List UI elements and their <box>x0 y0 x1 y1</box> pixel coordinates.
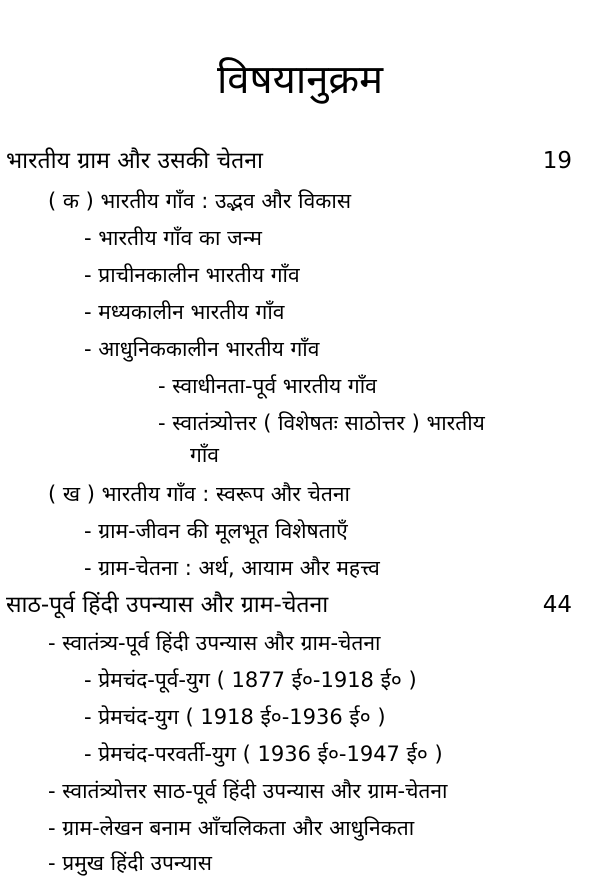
toc-entry: - ग्राम-जीवन की मूलभूत विशेषताएँ <box>84 519 348 543</box>
section-heading: ( क ) भारतीय गाँव : उद्भव और विकास <box>48 189 352 213</box>
chapter-page-number: 19 <box>542 148 572 174</box>
toc-entry: - ग्राम-लेखन बनाम आँचलिकता और आधुनिकता <box>48 816 415 840</box>
toc-entry: - प्रमुख हिंदी उपन्यास <box>48 851 212 875</box>
toc-subentry: - स्वातंत्र्योत्तर ( विशेषतः साठोत्तर ) भारतीय <box>158 411 485 435</box>
toc-entry: - आधुनिककालीन भारतीय गाँव <box>84 337 320 361</box>
section-heading: ( ख ) भारतीय गाँव : स्वरूप और चेतना <box>48 482 350 506</box>
toc-entry: - स्वातंत्र्य-पूर्व हिंदी उपन्यास और ग्राम-चेतना <box>48 631 381 655</box>
chapter-title: भारतीय ग्राम और उसकी चेतना <box>6 148 264 174</box>
toc-entry: - मध्यकालीन भारतीय गाँव <box>84 300 285 324</box>
toc-subentry-continued: गाँव <box>190 443 219 467</box>
toc-entry: - ग्राम-चेतना : अर्थ, आयाम और महत्त्व <box>84 556 380 580</box>
toc-subentry: - प्रेमचंद-परवर्ती-युग ( 1936 ई०-1947 ई० ) <box>84 742 443 766</box>
toc-entry: - प्राचीनकालीन भारतीय गाँव <box>84 263 300 287</box>
toc-subentry: - प्रेमचंद-युग ( 1918 ई०-1936 ई० ) <box>84 705 386 729</box>
toc-entry: - स्वातंत्र्योत्तर साठ-पूर्व हिंदी उपन्यास और ग्राम-चेतना <box>48 779 448 803</box>
toc-entry: - भारतीय गाँव का जन्म <box>84 226 262 250</box>
toc-subentry: - स्वाधीनता-पूर्व भारतीय गाँव <box>158 374 377 398</box>
page-title: विषयानुक्रम <box>216 57 384 103</box>
chapter-page-number: 44 <box>542 592 572 618</box>
chapter-title: साठ-पूर्व हिंदी उपन्यास और ग्राम-चेतना <box>6 592 329 618</box>
toc-subentry: - प्रेमचंद-पूर्व-युग ( 1877 ई०-1918 ई० ) <box>84 668 417 692</box>
